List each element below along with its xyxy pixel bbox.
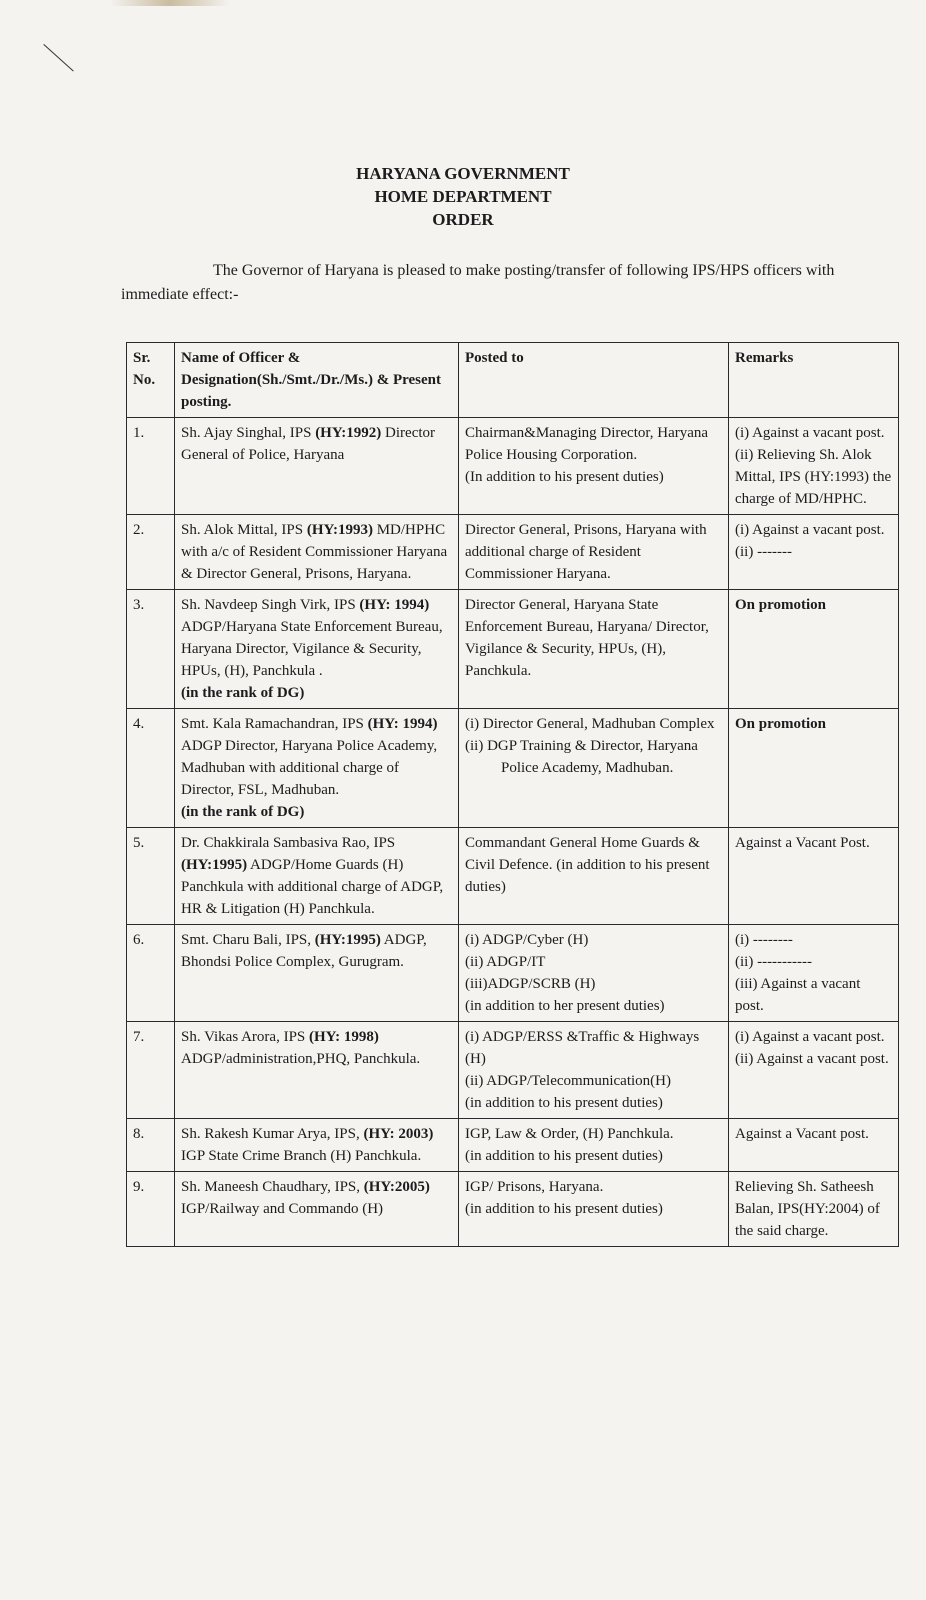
remarks-cell [729, 828, 899, 925]
header-officer-name: Name of Officer & Designation(Sh./Smt./Dr./Ms.) & Present posting. [175, 343, 459, 418]
serial-number: 3. [127, 590, 175, 709]
remarks-cell [729, 1022, 899, 1119]
officer-batch: (HY: 1994) [359, 597, 430, 613]
table-row [127, 1022, 899, 1119]
remarks-line: On promotion [735, 597, 826, 613]
posted-to-line: (In addition to his present duties) [465, 469, 664, 485]
officer-present-posting: ADGP Director, Haryana Police Academy, Madhuban with additional charge of Director, FSL, Madhuban. [181, 738, 438, 798]
posted-to-line: (ii) ADGP/Telecommunication(H) [465, 1073, 671, 1089]
table-header-row [127, 343, 899, 418]
posted-to-cell [459, 418, 729, 515]
serial-number: 8. [127, 1119, 175, 1172]
serial-number: 1. [127, 418, 175, 515]
officer-cell [175, 1172, 459, 1247]
posted-to-line: Director General, Prisons, Haryana with additional charge of Resident Commissioner Haryana. [465, 522, 707, 582]
heading-department: HOME DEPARTMENT [374, 187, 552, 206]
officer-present-posting: ADGP/administration,PHQ, Panchkula. [181, 1051, 421, 1067]
posted-to-line: (in addition to her present duties) [465, 998, 665, 1014]
officer-name: Sh. Rakesh Kumar Arya, IPS, [181, 1126, 364, 1142]
posted-to-cell [459, 1172, 729, 1247]
remarks-cell [729, 590, 899, 709]
officer-cell [175, 1022, 459, 1119]
posted-to-cell [459, 1119, 729, 1172]
officer-cell [175, 925, 459, 1022]
officer-batch: (HY:1993) [306, 522, 373, 538]
officer-batch: (HY: 2003) [363, 1126, 434, 1142]
paper-stain [110, 0, 230, 6]
remarks-line: On promotion [735, 716, 826, 732]
posted-to-line: (ii) DGP Training & Director, Haryana Police Academy, Madhuban. [465, 738, 698, 776]
remarks-cell [729, 925, 899, 1022]
officer-name: Sh. Alok Mittal, IPS [181, 522, 307, 538]
officer-name: Smt. Charu Bali, IPS, [181, 932, 315, 948]
table-row [127, 1119, 899, 1172]
serial-number: 6. [127, 925, 175, 1022]
officer-batch: (HY:1992) [315, 425, 382, 441]
officer-rank-note: (in the rank of DG) [181, 804, 305, 820]
header-sr-no: Sr. No. [127, 343, 175, 418]
posted-to-line: Chairman&Managing Director, Haryana Police Housing Corporation. [465, 425, 709, 463]
table-row [127, 515, 899, 590]
remarks-line: (i) Against a vacant post. [735, 1029, 885, 1045]
posted-to-line: (in addition to his present duties) [465, 1095, 663, 1111]
posted-to-line: (ii) ADGP/IT [465, 954, 546, 970]
posted-to-cell [459, 709, 729, 828]
remarks-line: (ii) ----------- [735, 954, 813, 970]
officer-batch: (HY:1995) [314, 932, 381, 948]
officer-present-posting: MD/HPHC with a/c of Resident Commissioner Haryana & Director General, Prisons, Haryana. [181, 522, 448, 582]
officer-name: Sh. Vikas Arora, IPS [181, 1029, 309, 1045]
officer-cell [175, 515, 459, 590]
officer-cell [175, 418, 459, 515]
officer-batch: (HY: 1998) [309, 1029, 379, 1045]
posted-to-line: IGP, Law & Order, (H) Panchkula. [465, 1126, 674, 1142]
remarks-line: (ii) ------- [735, 544, 793, 560]
posted-to-line: (in addition to his present duties) [465, 1201, 663, 1217]
header-remarks: Remarks [729, 343, 899, 418]
posted-to-line: IGP/ Prisons, Haryana. [465, 1179, 604, 1195]
table-row [127, 709, 899, 828]
officer-cell [175, 828, 459, 925]
posted-to-cell [459, 1022, 729, 1119]
remarks-line: Against a Vacant Post. [735, 835, 870, 851]
officer-cell [175, 709, 459, 828]
remarks-line: (ii) Relieving Sh. Alok Mittal, IPS (HY:1993) the charge of MD/HPHC. [735, 447, 892, 507]
serial-number: 2. [127, 515, 175, 590]
remarks-line: Relieving Sh. Satheesh Balan, IPS(HY:2004) of the said charge. [735, 1179, 880, 1239]
posted-to-line: (i) ADGP/Cyber (H) [465, 932, 589, 948]
remarks-line: (ii) Against a vacant post. [735, 1051, 889, 1067]
remarks-cell [729, 709, 899, 828]
posted-to-line: (in addition to his present duties) [465, 1148, 663, 1164]
serial-number: 7. [127, 1022, 175, 1119]
posted-to-line: (i) ADGP/ERSS &Traffic & Highways (H) [465, 1029, 700, 1067]
posted-to-line: Commandant General Home Guards & Civil Defence. (in addition to his present duties) [465, 835, 710, 895]
officer-present-posting: IGP State Crime Branch (H) Panchkula. [181, 1148, 422, 1164]
serial-number: 4. [127, 709, 175, 828]
heading-government: HARYANA GOVERNMENT [356, 164, 570, 183]
posted-to-line: (iii)ADGP/SCRB (H) [465, 976, 596, 992]
remarks-line: (iii) Against a vacant post. [735, 976, 861, 1014]
posted-to-cell [459, 828, 729, 925]
officer-present-posting: Director General of Police, Haryana [181, 425, 436, 463]
serial-number: 5. [127, 828, 175, 925]
officer-present-posting: ADGP/Haryana State Enforcement Bureau, Haryana Director, Vigilance & Security, HPUs, (H), Panchkula . [181, 619, 443, 679]
table-row [127, 925, 899, 1022]
remarks-cell [729, 1172, 899, 1247]
officer-present-posting: IGP/Railway and Commando (H) [181, 1201, 384, 1217]
remarks-cell [729, 1119, 899, 1172]
officer-rank-note: (in the rank of DG) [181, 685, 305, 701]
table-row [127, 590, 899, 709]
remarks-line: (i) Against a vacant post. [735, 522, 885, 538]
intro-paragraph [121, 259, 861, 307]
officer-name: Dr. Chakkirala Sambasiva Rao, IPS [181, 835, 396, 851]
officer-name: Sh. Navdeep Singh Virk, IPS [181, 597, 360, 613]
posting-table [126, 342, 899, 1247]
heading-order: ORDER [432, 210, 494, 229]
remarks-line: (i) -------- [735, 932, 793, 948]
header-posted-to: Posted to [459, 343, 729, 418]
serial-number: 9. [127, 1172, 175, 1247]
officer-batch: (HY: 1994) [367, 716, 438, 732]
remarks-line: Against a Vacant post. [735, 1126, 869, 1142]
posted-to-cell [459, 590, 729, 709]
table-row [127, 1172, 899, 1247]
intro-text: The Governor of Haryana is pleased to make posting/transfer of following IPS/HPS officers with immediate effect:- [121, 262, 835, 303]
posted-to-line: Director General, Haryana State Enforcement Bureau, Haryana/ Director, Vigilance & Security, HPUs, (H), Panchkula. [465, 597, 709, 679]
remarks-cell [729, 515, 899, 590]
officer-name: Smt. Kala Ramachandran, IPS [181, 716, 368, 732]
officer-cell [175, 1119, 459, 1172]
officer-batch: (HY:2005) [363, 1179, 430, 1195]
table-row [127, 418, 899, 515]
posted-to-cell [459, 925, 729, 1022]
officer-batch: (HY:1995) [181, 857, 248, 873]
officer-present-posting: ADGP, Bhondsi Police Complex, Gurugram. [181, 932, 427, 970]
officer-present-posting: ADGP/Home Guards (H) Panchkula with additional charge of ADGP, HR & Litigation (H) Panchkula. [181, 857, 444, 917]
remarks-line: (i) Against a vacant post. [735, 425, 885, 441]
posted-to-line: (i) Director General, Madhuban Complex [465, 716, 715, 732]
posted-to-cell [459, 515, 729, 590]
table-body [127, 418, 899, 1247]
table-row [127, 828, 899, 925]
officer-name: Sh. Ajay Singhal, IPS [181, 425, 316, 441]
remarks-cell [729, 418, 899, 515]
pen-mark [43, 44, 73, 72]
officer-name: Sh. Maneesh Chaudhary, IPS, [181, 1179, 364, 1195]
officer-cell [175, 590, 459, 709]
